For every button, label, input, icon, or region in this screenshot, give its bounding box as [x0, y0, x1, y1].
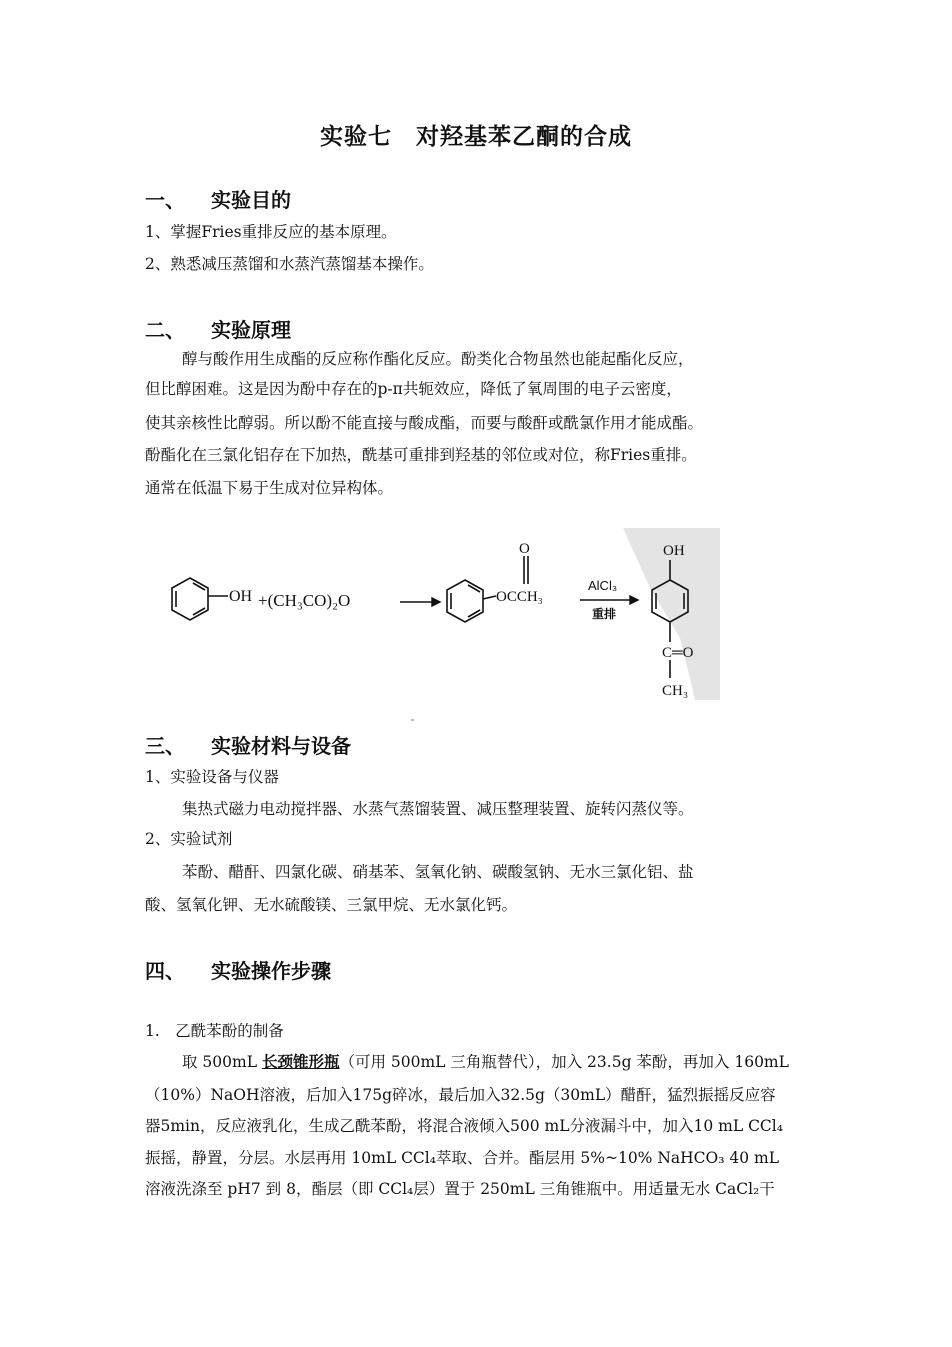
section-number: 四、 [145, 959, 185, 983]
document-title: 实验七 对羟基苯乙酮的合成 [320, 124, 632, 150]
section-heading-1 [145, 184, 291, 213]
phenol-ring-icon [172, 578, 228, 620]
paragraph-line: 集热式磁力电动搅拌器、水蒸气蒸馏装置、减压整理装置、旋转闪蒸仪等。 [182, 800, 694, 818]
section-number: 一、 [145, 188, 185, 212]
product-oh-label: OH [663, 543, 685, 559]
acetic-anhydride-label: +(CH₃CO)₂O [258, 591, 351, 610]
paragraph-line: 振摇，静置，分层。水层再用 10mL CCl₄萃取、合并。酯层用 5%~10% NaHCO₃ 40 mL [145, 1149, 780, 1167]
paragraph-line: 使其亲核性比醇弱。所以酚不能直接与酸成酯，而要与酸酐或酰氯作用才能成酯。 [145, 414, 704, 432]
section-title: 实验目的 [211, 188, 291, 212]
paragraph-line [182, 1052, 789, 1072]
text-run: 取 500mL [182, 1053, 262, 1071]
paragraph-line: 酚酯化在三氯化铝存在下加热，酰基可重排到羟基的邻位或对位，称Fries重排。 [145, 446, 697, 464]
paragraph-line: 溶液洗涤至 pH7 到 8，酯层（即 CCl₄层）置于 250mL 三角锥瓶中。用适量无水 CaCl₂干 [145, 1180, 775, 1198]
paragraph-line: 通常在低温下易于生成对位异构体。 [145, 479, 394, 497]
ketone-label: C═O [662, 645, 694, 661]
paragraph-line: 酸、氢氧化钾、无水硫酸镁、三氯甲烷、无水氯化钙。 [145, 896, 518, 914]
text-run: （可用 500mL 三角瓶替代），加入 23.5g 苯酚，再加入 160mL [339, 1053, 789, 1071]
reaction-arrow-icon [400, 598, 440, 606]
acetoxy-label: OCCH₃ [496, 589, 543, 605]
paragraph-line: （10%）NaOH溶液，后加入175g碎冰，最后加入32.5g（30mL）醋酐，猛烈振摇反应容 [145, 1086, 776, 1104]
paragraph-line: 2、实验试剂 [145, 830, 233, 848]
emphasized-term: 长颈锥形瓶 [261, 1052, 340, 1071]
reaction-scheme [160, 528, 730, 703]
section-number: 二、 [145, 318, 185, 342]
section-title: 实验材料与设备 [211, 734, 351, 758]
section-title: 实验操作步骤 [211, 959, 331, 983]
catalyst-label: AlCl₃ [588, 578, 618, 593]
rearrangement-arrow-icon [580, 596, 638, 604]
section-heading-2 [145, 314, 291, 343]
section-heading-4 [145, 955, 331, 984]
section-heading-3 [145, 730, 351, 759]
condition-label: 重排 [592, 607, 617, 621]
methyl-label: CH₃ [662, 683, 689, 699]
paragraph-line: 1. 乙酰苯酚的制备 [145, 1022, 284, 1040]
paragraph-line: 苯酚、醋酐、四氯化碳、硝基苯、氢氧化钠、碳酸氢钠、无水三氯化铝、盐 [182, 863, 694, 881]
carbonyl-o-label: O [519, 541, 530, 557]
section-title: 实验原理 [211, 318, 291, 342]
phenol-oh-label: OH [229, 588, 253, 605]
paragraph-line: 但比醇困难。这是因为酚中存在的p-π共轭效应，降低了氧周围的电子云密度， [145, 380, 682, 398]
paragraph-line: 器5min，反应液乳化，生成乙酰苯酚，将混合液倾入500 mL分液漏斗中，加入10 mL CCl₄ [145, 1117, 783, 1135]
paragraph-line: 1、掌握Fries重排反应的基本原理。 [145, 223, 397, 241]
scan-speck [411, 719, 414, 721]
paragraph-line: 1、实验设备与仪器 [145, 768, 279, 786]
paragraph-line: 2、熟悉减压蒸馏和水蒸汽蒸馏基本操作。 [145, 255, 434, 273]
section-number: 三、 [145, 734, 185, 758]
paragraph-line: 醇与酸作用生成酯的反应称作酯化反应。酚类化合物虽然也能起酯化反应， [182, 350, 694, 368]
